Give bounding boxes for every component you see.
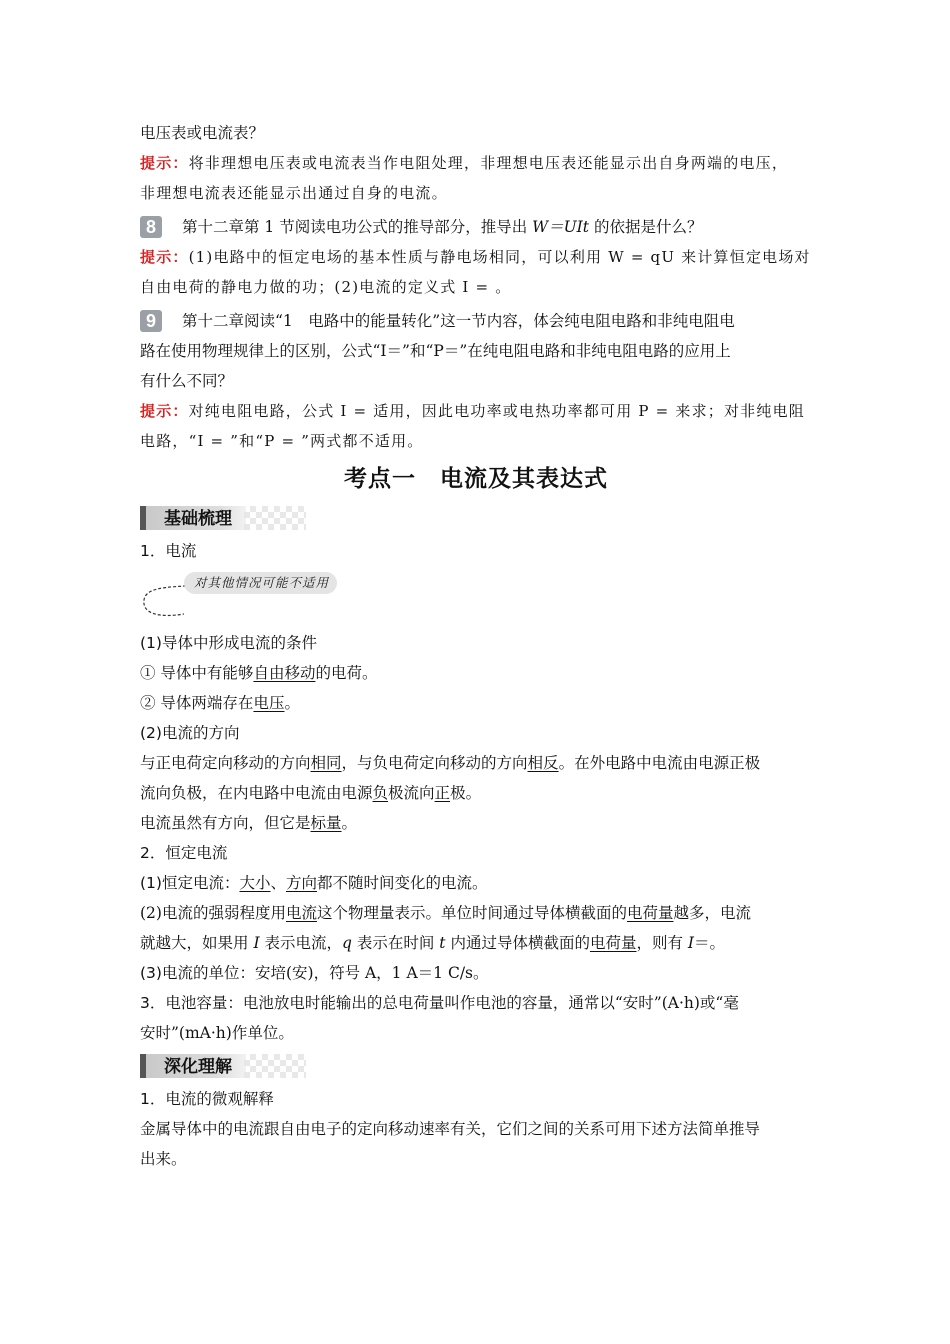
blank-answer: 电荷量 (589, 934, 637, 952)
unit-line: (3)电流的单位：安培(安)，符号 A，1 A＝1 C/s。 (140, 964, 489, 982)
heading-micro-explanation: 1．电流的微观解释 (140, 1090, 274, 1108)
hint-7 (140, 148, 812, 178)
blank-answer: 方向 (286, 874, 318, 892)
formula-w-uit: W＝UIt (532, 218, 590, 236)
hint-7-line-1: 将非理想电压表或电流表当作电阻处理，非理想电压表还能显示出自身两端的电压， (188, 154, 789, 172)
question-number-badge: 8 (140, 216, 162, 238)
banner-basic-label: 基础梳理 (164, 509, 232, 529)
blank-answer: 相同 (310, 754, 342, 772)
hint-9-line-1: 对纯电阻电路，公式 I = 适用，因此电功率或电热功率都可用 P = 来求；对非纯电阻 (188, 402, 805, 420)
banner-deep (140, 1052, 306, 1080)
banner-deep-label: 深化理解 (164, 1057, 232, 1077)
hint-8-line-2: 自由电荷的静电力做的功；(2)电流的定义式 I = 。 (140, 278, 512, 296)
direction-line-2: 流向负极，在内电路中电流由电源负极流向正极。 (140, 784, 482, 802)
hint-label: 提示： (140, 154, 189, 172)
hint-9 (140, 396, 812, 426)
condition-2: ② 导体两端存在电压。 (140, 694, 300, 712)
question-8-text: 第十二章第 1 节阅读电功公式的推导部分，推导出 (182, 218, 533, 236)
micro-para-line-1: 金属导体中的电流跟自由电子的定向移动速率有关，它们之间的关系可用下述方法简单推导 (140, 1120, 761, 1138)
heading-current: 1．电流 (140, 542, 197, 560)
question-9-line-1: 第十二章阅读“1 电路中的能量转化”这一节内容，体会纯电阻电路和非纯电阻电 (182, 312, 735, 330)
note-bubble: 对其他情况可能不适用 (184, 572, 337, 594)
question-9-line-2: 路在使用物理规律上的区别，公式“I＝”和“P＝”在纯电阻电路和非纯电阻电路的应用上 (140, 342, 731, 360)
steady-line-1: (1)恒定电流：大小、方向都不随时间变化的电流。 (140, 874, 488, 892)
banner-basic (140, 504, 306, 532)
direction-line-1: 与正电荷定向移动的方向相同，与负电荷定向移动的方向相反。在外电路中电流由电源正极 (140, 754, 761, 772)
blank-answer: 电流 (285, 904, 317, 922)
question-7-tail: 电压表或电流表？ (140, 124, 265, 142)
blank-answer: 电压 (253, 694, 285, 712)
condition-1: ① 导体中有能够自由移动的电荷。 (140, 664, 378, 682)
blank-answer: 大小 (239, 874, 271, 892)
heading-steady-current: 2．恒定电流 (140, 844, 228, 862)
blank-answer: 电荷量 (627, 904, 674, 922)
blank-answer: 自由移动 (253, 664, 316, 682)
sub-heading-direction: (2)电流的方向 (140, 724, 240, 742)
steady-line-2: (2)电流的强弱程度用电流这个物理量表示。单位时间通过导体横截面的电荷量越多，电流 (140, 904, 752, 922)
handwritten-note (140, 566, 812, 628)
battery-capacity-line-1: 3．电池容量：电池放电时能输出的总电荷量叫作电池的容量，通常以“安时”(A·h)或“毫 (140, 994, 739, 1012)
micro-para-line-2: 出来。 (140, 1150, 187, 1168)
question-8-text-end: 的依据是什么？ (589, 218, 703, 236)
hint-label: 提示： (140, 248, 189, 266)
blank-answer: 标量 (310, 814, 342, 832)
hint-8 (140, 242, 812, 272)
steady-line-3: 就越大，如果用 I 表示电流，q 表示在时间 t 内通过导体横截面的电荷量，则有 I＝。 (140, 934, 726, 952)
hint-7-line-2: 非理想电流表还能显示出通过自身的电流。 (140, 184, 448, 202)
question-8 (140, 212, 812, 242)
hint-9-line-2: 电路，“I = ”和“P = ”两式都不适用。 (140, 432, 424, 450)
blank-answer: 负 (372, 784, 389, 802)
hint-label: 提示： (140, 402, 189, 420)
battery-capacity-line-2: 安时”(mA·h)作单位。 (140, 1024, 294, 1042)
blank-answer: 相反 (527, 754, 559, 772)
question-9 (140, 306, 812, 336)
document-page (140, 118, 812, 1174)
question-9-line-3: 有什么不同？ (140, 372, 234, 390)
question-number-badge: 9 (140, 310, 162, 332)
blank-answer: 正 (434, 784, 451, 802)
sub-heading-conditions: (1)导体中形成电流的条件 (140, 634, 317, 652)
hint-8-line-1: (1)电路中的恒定电场的基本性质与静电场相同，可以利用 W = qU 来计算恒定电场对 (188, 248, 811, 266)
section-title: 考点一 电流及其表达式 (344, 466, 608, 492)
direction-line-3: 电流虽然有方向，但它是标量。 (140, 814, 358, 832)
